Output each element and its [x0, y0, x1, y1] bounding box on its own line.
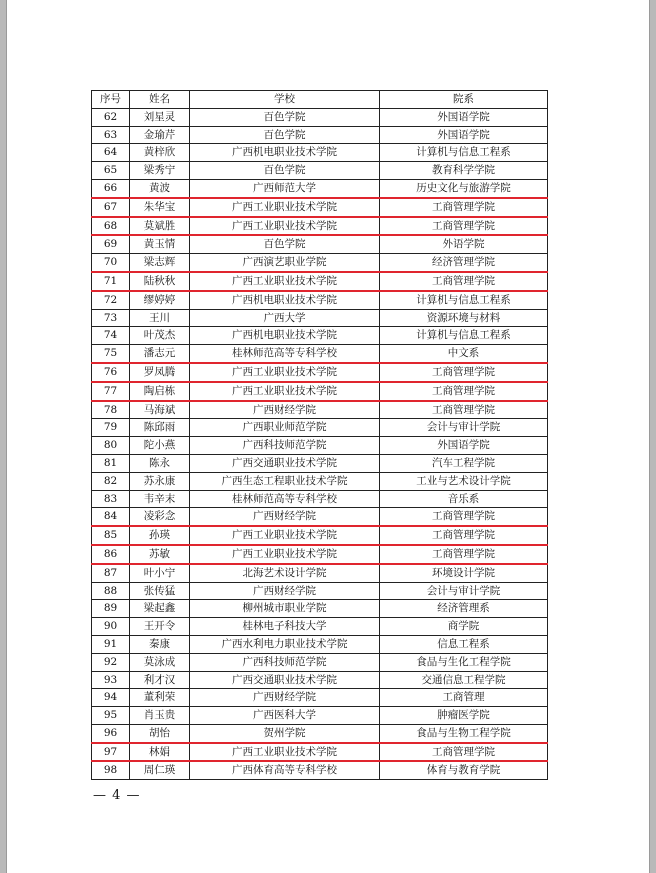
- cell-department: 经济管理学院: [380, 254, 548, 272]
- table-row: [92, 162, 548, 180]
- cell-school: 广西财经学院: [190, 508, 380, 526]
- cell-department: 工商管理学院: [380, 272, 548, 291]
- cell-number: 92: [92, 653, 130, 671]
- cell-department: 音乐系: [380, 490, 548, 508]
- cell-number: 66: [92, 179, 130, 197]
- cell-number: 88: [92, 582, 130, 600]
- cell-school: 百色学院: [190, 126, 380, 144]
- table-row: [92, 600, 548, 618]
- cell-school: 广西演艺职业学院: [190, 254, 380, 272]
- cell-number: 82: [92, 472, 130, 490]
- table-row: [92, 363, 548, 382]
- cell-name: 秦康: [130, 635, 190, 653]
- cell-department: 工商管理学院: [380, 217, 548, 236]
- cell-number: 81: [92, 454, 130, 472]
- page-number: — 4 —: [93, 788, 141, 803]
- cell-name: 朱华宝: [130, 198, 190, 217]
- cell-school: 广西财经学院: [190, 582, 380, 600]
- table-header-row: [92, 91, 548, 109]
- cell-name: 缪婷婷: [130, 291, 190, 309]
- cell-number: 98: [92, 761, 130, 779]
- table-row: [92, 126, 548, 144]
- cell-school: 广西财经学院: [190, 401, 380, 419]
- table-row: [92, 291, 548, 309]
- cell-school: 广西机电职业技术学院: [190, 144, 380, 162]
- cell-number: 63: [92, 126, 130, 144]
- cell-department: 工业与艺术设计学院: [380, 472, 548, 490]
- cell-name: 韦辛末: [130, 490, 190, 508]
- cell-name: 梁秀宁: [130, 162, 190, 180]
- table-row: [92, 743, 548, 762]
- cell-department: 商学院: [380, 618, 548, 636]
- cell-school: 柳州城市职业学院: [190, 600, 380, 618]
- table-row: [92, 254, 548, 272]
- cell-number: 74: [92, 327, 130, 345]
- cell-department: 外国语学院: [380, 108, 548, 126]
- table-row: [92, 419, 548, 437]
- table-row: [92, 689, 548, 707]
- cell-name: 潘志元: [130, 345, 190, 363]
- cell-school: 广西财经学院: [190, 689, 380, 707]
- cell-school: 广西水利电力职业技术学院: [190, 635, 380, 653]
- cell-name: 叶小宁: [130, 564, 190, 582]
- table-row: [92, 707, 548, 725]
- cell-school: 广西工业职业技术学院: [190, 382, 380, 401]
- cell-department: 会计与审计学院: [380, 582, 548, 600]
- cell-number: 67: [92, 198, 130, 217]
- cell-name: 董利荣: [130, 689, 190, 707]
- cell-name: 莫斌胜: [130, 217, 190, 236]
- cell-department: 肿瘤医学院: [380, 707, 548, 725]
- cell-number: 79: [92, 419, 130, 437]
- cell-school: 桂林师范高等专科学校: [190, 345, 380, 363]
- table-row: [92, 217, 548, 236]
- table-row: [92, 144, 548, 162]
- cell-number: 70: [92, 254, 130, 272]
- cell-department: 中文系: [380, 345, 548, 363]
- cell-name: 刘星灵: [130, 108, 190, 126]
- cell-school: 百色学院: [190, 235, 380, 253]
- cell-number: 68: [92, 217, 130, 236]
- cell-department: 信息工程系: [380, 635, 548, 653]
- cell-number: 87: [92, 564, 130, 582]
- cell-name: 金瑜芹: [130, 126, 190, 144]
- cell-department: 工商管理学院: [380, 363, 548, 382]
- cell-school: 广西体育高等专科学校: [190, 761, 380, 779]
- table-row: [92, 618, 548, 636]
- header-number: 序号: [92, 91, 130, 109]
- cell-department: 工商管理学院: [380, 526, 548, 545]
- table-row: [92, 345, 548, 363]
- cell-department: 外国语学院: [380, 126, 548, 144]
- cell-school: 广西工业职业技术学院: [190, 743, 380, 762]
- table-row: [92, 653, 548, 671]
- table-row: [92, 327, 548, 345]
- cell-number: 73: [92, 309, 130, 327]
- cell-department: 工商管理: [380, 689, 548, 707]
- cell-department: 资源环境与材料: [380, 309, 548, 327]
- cell-school: 贺州学院: [190, 724, 380, 742]
- cell-name: 苏敏: [130, 545, 190, 564]
- cell-name: 陈永: [130, 454, 190, 472]
- cell-department: 历史文化与旅游学院: [380, 179, 548, 197]
- cell-name: 叶茂杰: [130, 327, 190, 345]
- cell-department: 计算机与信息工程系: [380, 144, 548, 162]
- cell-number: 91: [92, 635, 130, 653]
- cell-school: 百色学院: [190, 108, 380, 126]
- cell-number: 62: [92, 108, 130, 126]
- cell-school: 北海艺术设计学院: [190, 564, 380, 582]
- cell-number: 77: [92, 382, 130, 401]
- cell-school: 广西机电职业技术学院: [190, 291, 380, 309]
- cell-number: 76: [92, 363, 130, 382]
- cell-school: 广西交通职业技术学院: [190, 671, 380, 689]
- cell-department: 计算机与信息工程系: [380, 327, 548, 345]
- cell-school: 广西工业职业技术学院: [190, 198, 380, 217]
- table-row: [92, 564, 548, 582]
- cell-name: 马海斌: [130, 401, 190, 419]
- cell-department: 工商管理学院: [380, 198, 548, 217]
- table-row: [92, 635, 548, 653]
- table-row: [92, 526, 548, 545]
- cell-number: 69: [92, 235, 130, 253]
- cell-name: 罗凤腾: [130, 363, 190, 382]
- cell-number: 90: [92, 618, 130, 636]
- table-row: [92, 309, 548, 327]
- cell-department: 工商管理学院: [380, 382, 548, 401]
- cell-department: 工商管理学院: [380, 743, 548, 762]
- table-row: [92, 108, 548, 126]
- cell-number: 75: [92, 345, 130, 363]
- cell-department: 工商管理学院: [380, 508, 548, 526]
- table-row: [92, 401, 548, 419]
- cell-school: 桂林电子科技大学: [190, 618, 380, 636]
- cell-department: 食品与生物工程学院: [380, 724, 548, 742]
- cell-name: 黄梓欣: [130, 144, 190, 162]
- header-name: 姓名: [130, 91, 190, 109]
- table-row: [92, 508, 548, 526]
- cell-school: 广西科技师范学院: [190, 437, 380, 455]
- cell-name: 凌彩念: [130, 508, 190, 526]
- cell-school: 广西医科大学: [190, 707, 380, 725]
- cell-school: 广西机电职业技术学院: [190, 327, 380, 345]
- cell-name: 梁起鑫: [130, 600, 190, 618]
- cell-name: 肖玉贵: [130, 707, 190, 725]
- cell-department: 汽车工程学院: [380, 454, 548, 472]
- cell-number: 84: [92, 508, 130, 526]
- cell-number: 93: [92, 671, 130, 689]
- cell-name: 苏永康: [130, 472, 190, 490]
- table-row: [92, 235, 548, 253]
- table-body: [92, 108, 548, 779]
- cell-number: 83: [92, 490, 130, 508]
- cell-number: 72: [92, 291, 130, 309]
- header-department: 院系: [380, 91, 548, 109]
- cell-school: 广西工业职业技术学院: [190, 217, 380, 236]
- cell-number: 65: [92, 162, 130, 180]
- cell-department: 教育科学学院: [380, 162, 548, 180]
- cell-school: 广西科技师范学院: [190, 653, 380, 671]
- document-page: [6, 0, 650, 873]
- cell-number: 64: [92, 144, 130, 162]
- cell-school: 广西大学: [190, 309, 380, 327]
- cell-number: 89: [92, 600, 130, 618]
- cell-department: 外国语学院: [380, 437, 548, 455]
- cell-name: 王川: [130, 309, 190, 327]
- table-row: [92, 472, 548, 490]
- cell-school: 桂林师范高等专科学校: [190, 490, 380, 508]
- cell-school: 广西工业职业技术学院: [190, 545, 380, 564]
- cell-number: 95: [92, 707, 130, 725]
- table-row: [92, 545, 548, 564]
- roster-table: [91, 90, 548, 780]
- cell-name: 陀小燕: [130, 437, 190, 455]
- cell-department: 会计与审计学院: [380, 419, 548, 437]
- cell-name: 孙瑛: [130, 526, 190, 545]
- cell-school: 百色学院: [190, 162, 380, 180]
- cell-name: 林娟: [130, 743, 190, 762]
- cell-name: 梁志辉: [130, 254, 190, 272]
- cell-department: 工商管理学院: [380, 401, 548, 419]
- cell-department: 工商管理学院: [380, 545, 548, 564]
- table-row: [92, 382, 548, 401]
- cell-number: 85: [92, 526, 130, 545]
- cell-school: 广西工业职业技术学院: [190, 526, 380, 545]
- table-row: [92, 671, 548, 689]
- cell-number: 71: [92, 272, 130, 291]
- cell-department: 环境设计学院: [380, 564, 548, 582]
- cell-name: 利才汉: [130, 671, 190, 689]
- cell-number: 94: [92, 689, 130, 707]
- cell-number: 78: [92, 401, 130, 419]
- cell-name: 张传猛: [130, 582, 190, 600]
- cell-name: 胡怡: [130, 724, 190, 742]
- table-row: [92, 272, 548, 291]
- table-row: [92, 490, 548, 508]
- cell-department: 交通信息工程学院: [380, 671, 548, 689]
- cell-number: 80: [92, 437, 130, 455]
- table-row: [92, 582, 548, 600]
- cell-department: 计算机与信息工程系: [380, 291, 548, 309]
- cell-school: 广西师范大学: [190, 179, 380, 197]
- cell-school: 广西职业师范学院: [190, 419, 380, 437]
- cell-department: 经济管理系: [380, 600, 548, 618]
- cell-name: 周仁瑛: [130, 761, 190, 779]
- table-row: [92, 724, 548, 742]
- cell-number: 86: [92, 545, 130, 564]
- header-school: 学校: [190, 91, 380, 109]
- table-row: [92, 437, 548, 455]
- cell-department: 体育与教育学院: [380, 761, 548, 779]
- cell-name: 陆秋秋: [130, 272, 190, 291]
- cell-school: 广西交通职业技术学院: [190, 454, 380, 472]
- cell-name: 黄波: [130, 179, 190, 197]
- cell-name: 黄玉情: [130, 235, 190, 253]
- table-row: [92, 761, 548, 779]
- cell-department: 外语学院: [380, 235, 548, 253]
- cell-school: 广西生态工程职业技术学院: [190, 472, 380, 490]
- cell-number: 97: [92, 743, 130, 762]
- cell-department: 食品与生化工程学院: [380, 653, 548, 671]
- cell-name: 王开令: [130, 618, 190, 636]
- table-row: [92, 198, 548, 217]
- cell-number: 96: [92, 724, 130, 742]
- cell-name: 陶启栋: [130, 382, 190, 401]
- table-row: [92, 179, 548, 197]
- table-row: [92, 454, 548, 472]
- cell-school: 广西工业职业技术学院: [190, 363, 380, 382]
- cell-name: 陈邱雨: [130, 419, 190, 437]
- cell-name: 莫泳成: [130, 653, 190, 671]
- cell-school: 广西工业职业技术学院: [190, 272, 380, 291]
